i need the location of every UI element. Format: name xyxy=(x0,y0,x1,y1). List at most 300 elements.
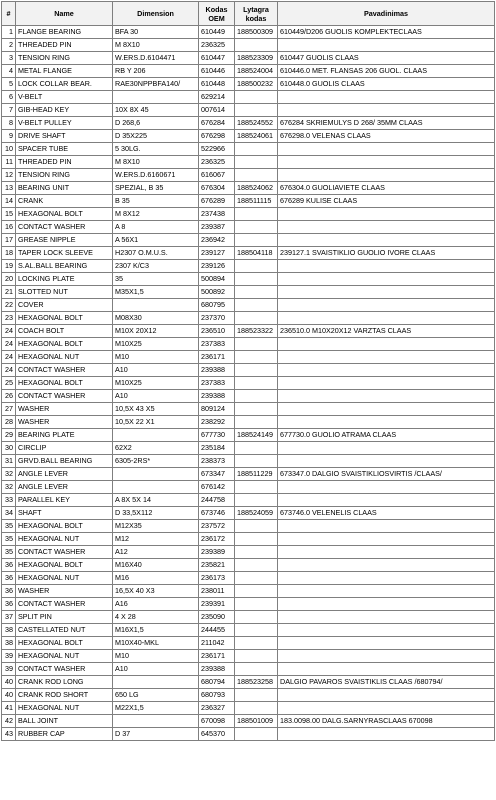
table-row xyxy=(2,26,495,39)
kodas-oem-cell: 239127 xyxy=(199,247,235,260)
row-number-cell: 19 xyxy=(2,260,16,273)
row-number-cell: 42 xyxy=(2,715,16,728)
table-row xyxy=(2,416,495,429)
kodas-oem-cell: 238373 xyxy=(199,455,235,468)
row-number-cell: 28 xyxy=(2,416,16,429)
part-dimension-cell: M 8X12 xyxy=(113,208,199,221)
lytagra-kodas-cell xyxy=(235,689,278,702)
kodas-oem-cell: 677730 xyxy=(199,429,235,442)
lytagra-kodas-cell: 188501009 xyxy=(235,715,278,728)
part-name-cell: CONTACT WASHER xyxy=(16,546,113,559)
part-dimension-cell: M12X35 xyxy=(113,520,199,533)
table-row xyxy=(2,494,495,507)
part-name-cell: HEXAGONAL BOLT xyxy=(16,559,113,572)
pavadinimas-cell xyxy=(278,728,495,741)
table-row xyxy=(2,117,495,130)
pavadinimas-cell xyxy=(278,351,495,364)
header-row xyxy=(2,2,495,26)
part-dimension-cell xyxy=(113,299,199,312)
row-number-cell: 35 xyxy=(2,546,16,559)
part-name-cell: HEXAGONAL BOLT xyxy=(16,377,113,390)
pavadinimas-cell xyxy=(278,702,495,715)
kodas-oem-cell: 680793 xyxy=(199,689,235,702)
kodas-oem-cell: 237572 xyxy=(199,520,235,533)
part-name-cell: BALL JOINT xyxy=(16,715,113,728)
pavadinimas-cell: 183.0098.00 DALG.SARNYRASCLAAS 670098 xyxy=(278,715,495,728)
lytagra-kodas-cell xyxy=(235,39,278,52)
row-number-cell: 17 xyxy=(2,234,16,247)
kodas-oem-cell: 673746 xyxy=(199,507,235,520)
kodas-oem-cell: 238292 xyxy=(199,416,235,429)
row-number-cell: 24 xyxy=(2,325,16,338)
pavadinimas-cell: 676289 KULISE CLAAS xyxy=(278,195,495,208)
row-number-cell: 38 xyxy=(2,624,16,637)
row-number-cell: 14 xyxy=(2,195,16,208)
part-dimension-cell: A12 xyxy=(113,546,199,559)
part-name-cell: WASHER xyxy=(16,403,113,416)
part-name-cell: CRANK ROD LONG xyxy=(16,676,113,689)
table-row xyxy=(2,650,495,663)
header-lytagra-kodas: Lytagra kodas xyxy=(235,2,278,26)
header-pavadinimas: Pavadinimas xyxy=(278,2,495,26)
table-row xyxy=(2,247,495,260)
part-name-cell: CIRCLIP xyxy=(16,442,113,455)
part-dimension-cell xyxy=(113,676,199,689)
part-name-cell: DRIVE SHAFT xyxy=(16,130,113,143)
kodas-oem-cell: 244758 xyxy=(199,494,235,507)
part-name-cell: SHAFT xyxy=(16,507,113,520)
part-dimension-cell: RB Y 206 xyxy=(113,65,199,78)
row-number-cell: 1 xyxy=(2,26,16,39)
pavadinimas-cell xyxy=(278,585,495,598)
kodas-oem-cell: 236510 xyxy=(199,325,235,338)
table-row xyxy=(2,351,495,364)
kodas-oem-cell: 236172 xyxy=(199,533,235,546)
part-dimension-cell: W.ERS.D.6104471 xyxy=(113,52,199,65)
part-dimension-cell: M16X40 xyxy=(113,559,199,572)
lytagra-kodas-cell: 188524062 xyxy=(235,182,278,195)
part-name-cell: GREASE NIPPLE xyxy=(16,234,113,247)
pavadinimas-cell: 676284 SKRIEMULYS D 268/ 35MM CLAAS xyxy=(278,117,495,130)
pavadinimas-cell xyxy=(278,416,495,429)
part-dimension-cell: 5 30LG. xyxy=(113,143,199,156)
row-number-cell: 31 xyxy=(2,455,16,468)
table-row xyxy=(2,624,495,637)
lytagra-kodas-cell xyxy=(235,169,278,182)
row-number-cell: 18 xyxy=(2,247,16,260)
kodas-oem-cell: 629214 xyxy=(199,91,235,104)
lytagra-kodas-cell xyxy=(235,364,278,377)
part-name-cell: CRANK ROD SHORT xyxy=(16,689,113,702)
part-name-cell: CONTACT WASHER xyxy=(16,390,113,403)
part-dimension-cell: M10X 20X12 xyxy=(113,325,199,338)
row-number-cell: 36 xyxy=(2,559,16,572)
kodas-oem-cell: 680795 xyxy=(199,299,235,312)
row-number-cell: 41 xyxy=(2,702,16,715)
lytagra-kodas-cell: 188523322 xyxy=(235,325,278,338)
pavadinimas-cell: 610446.0 MET. FLANSAS 206 GUOL. CLAAS xyxy=(278,65,495,78)
lytagra-kodas-cell xyxy=(235,416,278,429)
lytagra-kodas-cell xyxy=(235,624,278,637)
kodas-oem-cell: 670098 xyxy=(199,715,235,728)
pavadinimas-cell xyxy=(278,234,495,247)
table-row xyxy=(2,377,495,390)
part-dimension-cell: 650 LG xyxy=(113,689,199,702)
row-number-cell: 13 xyxy=(2,182,16,195)
kodas-oem-cell: 239389 xyxy=(199,546,235,559)
pavadinimas-cell: 676298.0 VELENAS CLAAS xyxy=(278,130,495,143)
kodas-oem-cell: 237438 xyxy=(199,208,235,221)
table-row xyxy=(2,455,495,468)
part-dimension-cell: 62X2 xyxy=(113,442,199,455)
table-row xyxy=(2,702,495,715)
lytagra-kodas-cell: 188511229 xyxy=(235,468,278,481)
pavadinimas-cell: 677730.0 GUOLIO ATRAMA CLAAS xyxy=(278,429,495,442)
kodas-oem-cell: 676284 xyxy=(199,117,235,130)
pavadinimas-cell xyxy=(278,572,495,585)
table-row xyxy=(2,260,495,273)
lytagra-kodas-cell xyxy=(235,533,278,546)
row-number-cell: 20 xyxy=(2,273,16,286)
table-row xyxy=(2,91,495,104)
part-dimension-cell: H2307 O.M.U.S. xyxy=(113,247,199,260)
lytagra-kodas-cell xyxy=(235,442,278,455)
part-dimension-cell: A 8X 5X 14 xyxy=(113,494,199,507)
pavadinimas-cell xyxy=(278,663,495,676)
table-row xyxy=(2,130,495,143)
kodas-oem-cell: 237383 xyxy=(199,377,235,390)
part-name-cell: METAL FLANGE xyxy=(16,65,113,78)
part-dimension-cell: D 268,6 xyxy=(113,117,199,130)
row-number-cell: 24 xyxy=(2,364,16,377)
part-name-cell: CASTELLATED NUT xyxy=(16,624,113,637)
lytagra-kodas-cell xyxy=(235,481,278,494)
part-name-cell: V-BELT xyxy=(16,91,113,104)
part-name-cell: CONTACT WASHER xyxy=(16,663,113,676)
kodas-oem-cell: 676304 xyxy=(199,182,235,195)
table-row xyxy=(2,390,495,403)
pavadinimas-cell xyxy=(278,611,495,624)
pavadinimas-cell xyxy=(278,442,495,455)
part-dimension-cell: 10X 8X 45 xyxy=(113,104,199,117)
row-number-cell: 34 xyxy=(2,507,16,520)
lytagra-kodas-cell: 188523309 xyxy=(235,52,278,65)
lytagra-kodas-cell: 188500232 xyxy=(235,78,278,91)
table-row xyxy=(2,286,495,299)
row-number-cell: 26 xyxy=(2,390,16,403)
row-number-cell: 40 xyxy=(2,689,16,702)
row-number-cell: 38 xyxy=(2,637,16,650)
lytagra-kodas-cell xyxy=(235,585,278,598)
lytagra-kodas-cell xyxy=(235,208,278,221)
table-row xyxy=(2,585,495,598)
lytagra-kodas-cell xyxy=(235,598,278,611)
row-number-cell: 30 xyxy=(2,442,16,455)
pavadinimas-cell xyxy=(278,338,495,351)
table-row xyxy=(2,481,495,494)
part-dimension-cell xyxy=(113,715,199,728)
part-name-cell: CRANK xyxy=(16,195,113,208)
part-dimension-cell xyxy=(113,468,199,481)
pavadinimas-cell xyxy=(278,286,495,299)
pavadinimas-cell xyxy=(278,494,495,507)
part-name-cell: WASHER xyxy=(16,416,113,429)
table-row xyxy=(2,234,495,247)
lytagra-kodas-cell xyxy=(235,91,278,104)
part-name-cell: RUBBER CAP xyxy=(16,728,113,741)
row-number-cell: 10 xyxy=(2,143,16,156)
part-name-cell: HEXAGONAL BOLT xyxy=(16,312,113,325)
pavadinimas-cell xyxy=(278,312,495,325)
kodas-oem-cell: 680794 xyxy=(199,676,235,689)
lytagra-kodas-cell xyxy=(235,273,278,286)
part-name-cell: SLOTTED NUT xyxy=(16,286,113,299)
table-row xyxy=(2,312,495,325)
part-dimension-cell: D 33,5X112 xyxy=(113,507,199,520)
kodas-oem-cell: 239388 xyxy=(199,390,235,403)
row-number-cell: 36 xyxy=(2,572,16,585)
row-number-cell: 22 xyxy=(2,299,16,312)
pavadinimas-cell xyxy=(278,455,495,468)
pavadinimas-cell xyxy=(278,104,495,117)
part-name-cell: HEXAGONAL BOLT xyxy=(16,520,113,533)
kodas-oem-cell: 610449 xyxy=(199,26,235,39)
part-name-cell: GIB-HEAD KEY xyxy=(16,104,113,117)
pavadinimas-cell: 610449/D206 GUOLIS KOMPLEKTECLAAS xyxy=(278,26,495,39)
part-name-cell: COACH BOLT xyxy=(16,325,113,338)
part-name-cell: THREADED PIN xyxy=(16,156,113,169)
row-number-cell: 16 xyxy=(2,221,16,234)
kodas-oem-cell: 237383 xyxy=(199,338,235,351)
kodas-oem-cell: 239391 xyxy=(199,598,235,611)
kodas-oem-cell: 239388 xyxy=(199,364,235,377)
pavadinimas-cell xyxy=(278,481,495,494)
row-number-cell: 24 xyxy=(2,351,16,364)
pavadinimas-cell xyxy=(278,91,495,104)
table-row xyxy=(2,156,495,169)
lytagra-kodas-cell: 188524552 xyxy=(235,117,278,130)
row-number-cell: 3 xyxy=(2,52,16,65)
pavadinimas-cell xyxy=(278,273,495,286)
lytagra-kodas-cell xyxy=(235,520,278,533)
pavadinimas-cell: 673347.0 DALGIO SVAISTIKLIOSVIRTIS /CLAAS/ xyxy=(278,468,495,481)
table-row xyxy=(2,78,495,91)
lytagra-kodas-cell: 188523258 xyxy=(235,676,278,689)
part-name-cell: THREADED PIN xyxy=(16,39,113,52)
row-number-cell: 21 xyxy=(2,286,16,299)
table-row xyxy=(2,364,495,377)
part-dimension-cell: 10,5X 43 X5 xyxy=(113,403,199,416)
kodas-oem-cell: 007614 xyxy=(199,104,235,117)
kodas-oem-cell: 236942 xyxy=(199,234,235,247)
lytagra-kodas-cell xyxy=(235,663,278,676)
part-name-cell: ANGLE LEVER xyxy=(16,481,113,494)
part-dimension-cell: A 8 xyxy=(113,221,199,234)
lytagra-kodas-cell xyxy=(235,299,278,312)
row-number-cell: 4 xyxy=(2,65,16,78)
part-dimension-cell: M10 xyxy=(113,351,199,364)
kodas-oem-cell: 673347 xyxy=(199,468,235,481)
part-dimension-cell: M12 xyxy=(113,533,199,546)
pavadinimas-cell xyxy=(278,156,495,169)
pavadinimas-cell xyxy=(278,637,495,650)
pavadinimas-cell xyxy=(278,299,495,312)
table-row xyxy=(2,520,495,533)
row-number-cell: 23 xyxy=(2,312,16,325)
kodas-oem-cell: 236173 xyxy=(199,572,235,585)
row-number-cell: 27 xyxy=(2,403,16,416)
kodas-oem-cell: 236171 xyxy=(199,650,235,663)
part-name-cell: HEXAGONAL NUT xyxy=(16,351,113,364)
table-row xyxy=(2,299,495,312)
part-name-cell: V-BELT PULLEY xyxy=(16,117,113,130)
pavadinimas-cell: 236510.0 M10X20X12 VARZTAS CLAAS xyxy=(278,325,495,338)
row-number-cell: 40 xyxy=(2,676,16,689)
kodas-oem-cell: 236327 xyxy=(199,702,235,715)
table-row xyxy=(2,676,495,689)
table-row xyxy=(2,221,495,234)
lytagra-kodas-cell: 188500309 xyxy=(235,26,278,39)
table-row xyxy=(2,403,495,416)
part-dimension-cell: 2307 K/C3 xyxy=(113,260,199,273)
kodas-oem-cell: 239388 xyxy=(199,663,235,676)
table-row xyxy=(2,559,495,572)
row-number-cell: 36 xyxy=(2,598,16,611)
row-number-cell: 39 xyxy=(2,650,16,663)
row-number-cell: 37 xyxy=(2,611,16,624)
lytagra-kodas-cell xyxy=(235,650,278,663)
part-name-cell: WASHER xyxy=(16,585,113,598)
parts-table xyxy=(1,1,495,741)
kodas-oem-cell: 239387 xyxy=(199,221,235,234)
kodas-oem-cell: 237370 xyxy=(199,312,235,325)
pavadinimas-cell xyxy=(278,390,495,403)
table-row xyxy=(2,637,495,650)
part-name-cell: BEARING UNIT xyxy=(16,182,113,195)
lytagra-kodas-cell xyxy=(235,611,278,624)
part-name-cell: CONTACT WASHER xyxy=(16,364,113,377)
part-dimension-cell: M10X40-MKL xyxy=(113,637,199,650)
table-body xyxy=(2,26,495,741)
kodas-oem-cell: 645370 xyxy=(199,728,235,741)
kodas-oem-cell: 522966 xyxy=(199,143,235,156)
lytagra-kodas-cell xyxy=(235,104,278,117)
pavadinimas-cell: 673746.0 VELENELIS CLAAS xyxy=(278,507,495,520)
table-row xyxy=(2,52,495,65)
part-name-cell: ANGLE LEVER xyxy=(16,468,113,481)
pavadinimas-cell xyxy=(278,624,495,637)
table-row xyxy=(2,572,495,585)
part-dimension-cell: 35 xyxy=(113,273,199,286)
pavadinimas-cell xyxy=(278,221,495,234)
table-row xyxy=(2,195,495,208)
row-number-cell: 12 xyxy=(2,169,16,182)
row-number-cell: 32 xyxy=(2,481,16,494)
kodas-oem-cell: 809124 xyxy=(199,403,235,416)
kodas-oem-cell: 236325 xyxy=(199,156,235,169)
pavadinimas-cell xyxy=(278,143,495,156)
lytagra-kodas-cell xyxy=(235,260,278,273)
table-row xyxy=(2,169,495,182)
part-dimension-cell: M 8X10 xyxy=(113,39,199,52)
part-name-cell: HEXAGONAL BOLT xyxy=(16,338,113,351)
part-dimension-cell xyxy=(113,91,199,104)
part-dimension-cell: W.ERS.D.6160671 xyxy=(113,169,199,182)
part-dimension-cell: A16 xyxy=(113,598,199,611)
part-name-cell: HEXAGONAL NUT xyxy=(16,650,113,663)
lytagra-kodas-cell: 188524059 xyxy=(235,507,278,520)
kodas-oem-cell: 610446 xyxy=(199,65,235,78)
part-name-cell: TENSION RING xyxy=(16,169,113,182)
row-number-cell: 8 xyxy=(2,117,16,130)
lytagra-kodas-cell xyxy=(235,403,278,416)
kodas-oem-cell: 238011 xyxy=(199,585,235,598)
table-row xyxy=(2,104,495,117)
pavadinimas-cell xyxy=(278,39,495,52)
table-row xyxy=(2,442,495,455)
lytagra-kodas-cell xyxy=(235,377,278,390)
part-name-cell: HEXAGONAL NUT xyxy=(16,572,113,585)
row-number-cell: 9 xyxy=(2,130,16,143)
part-name-cell: LOCK COLLAR BEAR. xyxy=(16,78,113,91)
lytagra-kodas-cell xyxy=(235,390,278,403)
part-name-cell: PARALLEL KEY xyxy=(16,494,113,507)
pavadinimas-cell: 239127.1 SVAISTIKLIO GUOLIO IVORE CLAAS xyxy=(278,247,495,260)
part-dimension-cell: 6305-2RS* xyxy=(113,455,199,468)
kodas-oem-cell: 235821 xyxy=(199,559,235,572)
row-number-cell: 29 xyxy=(2,429,16,442)
part-dimension-cell: M10X25 xyxy=(113,377,199,390)
pavadinimas-cell xyxy=(278,260,495,273)
kodas-oem-cell: 235090 xyxy=(199,611,235,624)
lytagra-kodas-cell xyxy=(235,156,278,169)
table-row xyxy=(2,546,495,559)
part-dimension-cell xyxy=(113,429,199,442)
lytagra-kodas-cell xyxy=(235,286,278,299)
pavadinimas-cell xyxy=(278,650,495,663)
part-name-cell: BEARING PLATE xyxy=(16,429,113,442)
pavadinimas-cell xyxy=(278,546,495,559)
part-name-cell: LOCKING PLATE xyxy=(16,273,113,286)
kodas-oem-cell: 610447 xyxy=(199,52,235,65)
part-name-cell: S.AL.BALL BEARING xyxy=(16,260,113,273)
part-dimension-cell: SPEZIAL, B 35 xyxy=(113,182,199,195)
row-number-cell: 15 xyxy=(2,208,16,221)
part-name-cell: TAPER LOCK SLEEVE xyxy=(16,247,113,260)
lytagra-kodas-cell xyxy=(235,702,278,715)
row-number-cell: 36 xyxy=(2,585,16,598)
part-dimension-cell: A10 xyxy=(113,663,199,676)
part-name-cell: SPACER TUBE xyxy=(16,143,113,156)
table-row xyxy=(2,182,495,195)
part-name-cell: CONTACT WASHER xyxy=(16,598,113,611)
part-dimension-cell xyxy=(113,481,199,494)
kodas-oem-cell: 616067 xyxy=(199,169,235,182)
lytagra-kodas-cell: 188504118 xyxy=(235,247,278,260)
part-dimension-cell: A10 xyxy=(113,364,199,377)
row-number-cell: 6 xyxy=(2,91,16,104)
part-dimension-cell: M35X1,5 xyxy=(113,286,199,299)
part-dimension-cell: A 56X1 xyxy=(113,234,199,247)
table-row xyxy=(2,65,495,78)
pavadinimas-cell: 610447 GUOLIS CLAAS xyxy=(278,52,495,65)
lytagra-kodas-cell: 188524061 xyxy=(235,130,278,143)
pavadinimas-cell xyxy=(278,559,495,572)
part-dimension-cell: M08X30 xyxy=(113,312,199,325)
table-row xyxy=(2,728,495,741)
row-number-cell: 33 xyxy=(2,494,16,507)
pavadinimas-cell xyxy=(278,403,495,416)
